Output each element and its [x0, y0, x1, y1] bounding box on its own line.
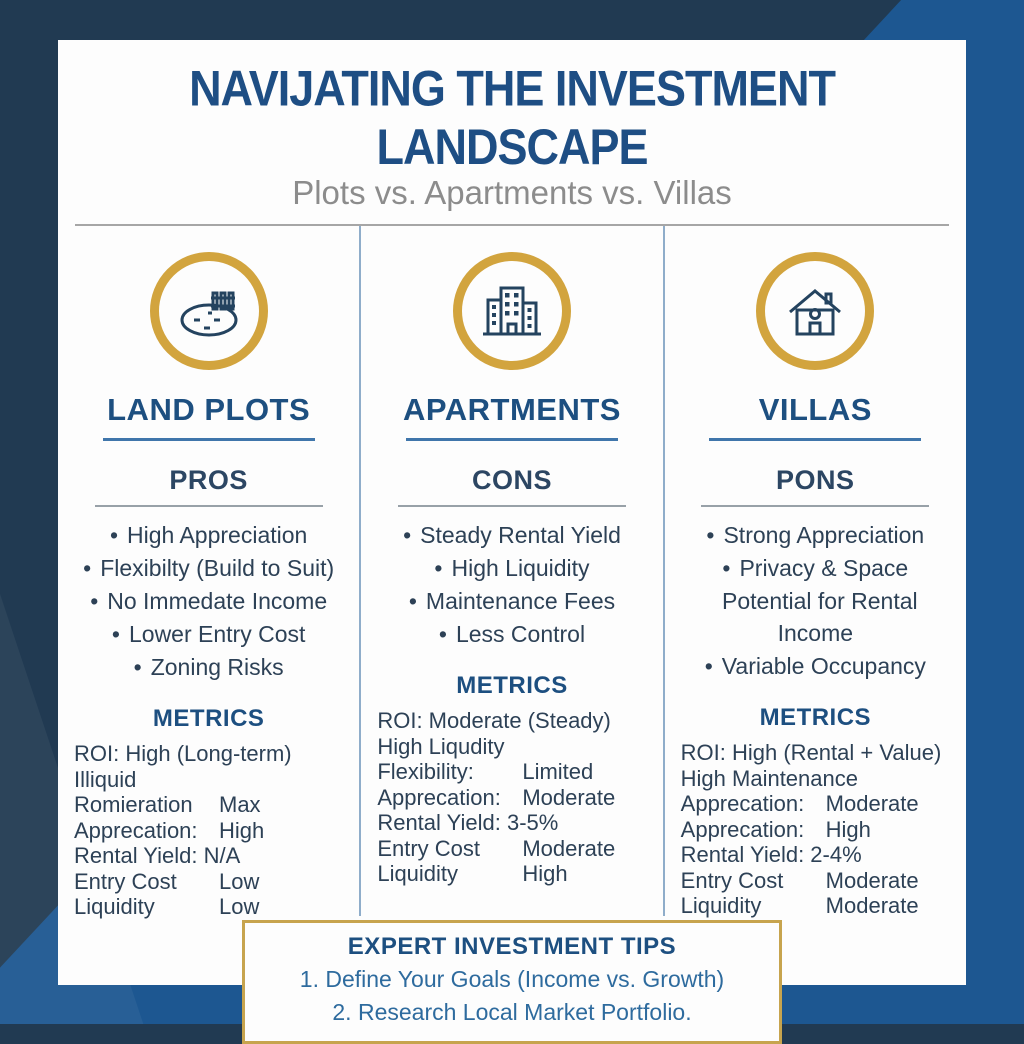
metric-value: Moderate [522, 835, 616, 861]
apartment-building-icon [477, 280, 547, 342]
metric-row [681, 766, 956, 792]
section-underline [398, 505, 626, 507]
metric-value: Limited [522, 759, 594, 784]
metric-value: Moderate [825, 791, 919, 816]
metric-label: Entry Cost [74, 868, 177, 894]
apartment-building-icon [453, 252, 571, 370]
metric-label: Liquidity [377, 861, 459, 886]
list-item-text: Variable Occupancy [721, 653, 926, 679]
cons-list [371, 519, 652, 650]
metric-row [377, 785, 652, 811]
metrics-list [675, 740, 956, 919]
metric-row [74, 792, 349, 818]
bullet-dot: • [706, 522, 715, 548]
metric-row [377, 708, 652, 734]
metric-label: Rental Yield: 2-4% [680, 842, 862, 867]
list-item [371, 618, 652, 650]
metric-value: Moderate [522, 784, 616, 810]
bullet-dot: • [133, 654, 142, 680]
list-item-text: Flexibilty (Build to Suit) [100, 555, 335, 581]
list-item-text: Maintenance Fees [425, 588, 616, 614]
list-item-text: No Immedate Income [107, 588, 328, 614]
bullet-dot: • [704, 653, 713, 679]
metric-label: Illiquid [74, 766, 137, 792]
metric-value: High [825, 816, 871, 842]
expert-tips-box [242, 920, 782, 1044]
metric-value: Max [219, 792, 261, 817]
metrics-list [371, 708, 652, 887]
list-item [68, 618, 349, 650]
bullet-dot: • [109, 522, 119, 548]
list-item-text: Steady Rental Yield [420, 522, 621, 548]
list-item [675, 519, 956, 551]
section-title-pons: PONS [776, 465, 855, 495]
metrics-list [68, 741, 349, 920]
villa-house-icon [756, 252, 874, 370]
metric-label: Liquidity [74, 894, 155, 919]
column-apartments [359, 226, 664, 916]
section-underline [95, 505, 323, 507]
land-plot-icon [174, 280, 244, 342]
metric-label: Flexibility: [377, 759, 474, 784]
bullet-dot: • [83, 555, 92, 581]
infographic-card [58, 40, 966, 1025]
list-item [371, 552, 652, 584]
list-item [68, 585, 349, 617]
metric-label: ROI: High (Long-term) [74, 741, 292, 766]
metrics-title: METRICS [456, 672, 568, 699]
metric-label: Apprecation: [74, 817, 198, 843]
metric-value: Low [219, 894, 260, 919]
metric-row [681, 791, 956, 817]
metrics-title: METRICS [759, 704, 872, 731]
metric-label: High Liqudity [377, 733, 505, 759]
column-villas [665, 226, 966, 916]
comparison-columns [58, 226, 966, 919]
villa-house-icon [780, 280, 850, 342]
metric-row [681, 817, 956, 843]
bullet-dot: • [403, 522, 412, 548]
column-title-underline [709, 438, 921, 441]
column-title-underline [103, 438, 315, 441]
bullet-dot: • [722, 555, 731, 581]
metric-label: ROI: Moderate (Steady) [377, 708, 611, 733]
metric-label: Liquidity [680, 893, 762, 918]
page-title: NAVIJATING THE INVESTMENT LANDSCAPE [189, 59, 835, 176]
list-item [371, 585, 652, 617]
list-item [68, 651, 349, 683]
metric-row [74, 741, 349, 767]
column-title-underline [406, 438, 618, 441]
column-title-land-plots: LAND PLOTS [107, 392, 311, 427]
metric-label: Apprecation: [680, 791, 805, 816]
metric-row [377, 734, 652, 760]
metric-row [377, 861, 652, 887]
metric-row [681, 842, 956, 868]
metric-label: Romieration [74, 792, 193, 817]
list-item-text: Lower Entry Cost [128, 621, 306, 647]
pons-list [675, 519, 956, 682]
land-plot-icon [150, 252, 268, 370]
list-item [68, 552, 349, 584]
tip-line-2: 2. Research Local Market Portfolio. [332, 999, 692, 1025]
column-title-apartments: APARTMENTS [403, 392, 621, 427]
metric-label: Entry Cost [680, 867, 784, 893]
bullet-dot: • [90, 588, 99, 614]
bullet-dot: • [111, 621, 120, 647]
bullet-dot: • [434, 555, 443, 581]
list-item-text: Privacy & Space [739, 555, 909, 581]
list-item-text: Strong Appreciation [723, 522, 925, 548]
metric-row [377, 836, 652, 862]
list-item [675, 650, 956, 682]
pros-list [68, 519, 349, 683]
metric-row [377, 759, 652, 785]
list-item [675, 552, 956, 584]
metric-label: Apprecation: [680, 816, 805, 842]
metric-row [74, 869, 349, 895]
bullet-dot: • [408, 588, 417, 614]
list-item-text: High Liquidity [451, 555, 590, 581]
metric-row [681, 893, 956, 919]
metric-label: High Maintenance [680, 765, 858, 791]
metric-label: Rental Yield: 3-5% [377, 810, 559, 835]
metric-row [74, 894, 349, 920]
metric-value: High [522, 861, 568, 886]
list-item-text: Potential for Rental Income [722, 588, 918, 646]
page-subtitle: Plots vs. Apartments vs. Villas [292, 174, 732, 211]
metrics-title: METRICS [152, 705, 265, 732]
metric-label: Apprecation: [377, 784, 501, 810]
list-item [371, 519, 652, 551]
metric-label: Entry Cost [377, 835, 481, 861]
metric-label: ROI: High (Rental + Value) [680, 740, 942, 765]
column-title-villas: VILLAS [758, 392, 872, 427]
tips-title: EXPERT INVESTMENT TIPS [347, 933, 677, 960]
metric-label: Rental Yield: N/A [74, 843, 241, 868]
list-item-text: Zoning Risks [150, 654, 284, 680]
section-title-cons: CONS [471, 465, 552, 495]
metric-row [74, 843, 349, 869]
section-underline [701, 505, 929, 507]
metric-row [74, 767, 349, 793]
bullet-dot: • [438, 621, 447, 647]
metric-row [74, 818, 349, 844]
list-item [68, 519, 349, 551]
header [58, 40, 966, 226]
metric-row [681, 868, 956, 894]
list-item-text: High Appreciation [127, 522, 308, 548]
section-title-pros: PROS [169, 465, 248, 495]
metric-value: Moderate [825, 867, 919, 893]
list-item [675, 585, 956, 649]
metric-value: High [219, 817, 265, 843]
list-item-text: Less Control [455, 621, 586, 647]
metric-value: Low [219, 868, 260, 894]
column-land-plots [58, 226, 359, 919]
tip-line-1: 1. Define Your Goals (Income vs. Growth) [299, 966, 725, 992]
metric-row [377, 810, 652, 836]
metric-row [681, 740, 956, 766]
metric-value: Moderate [825, 893, 919, 918]
